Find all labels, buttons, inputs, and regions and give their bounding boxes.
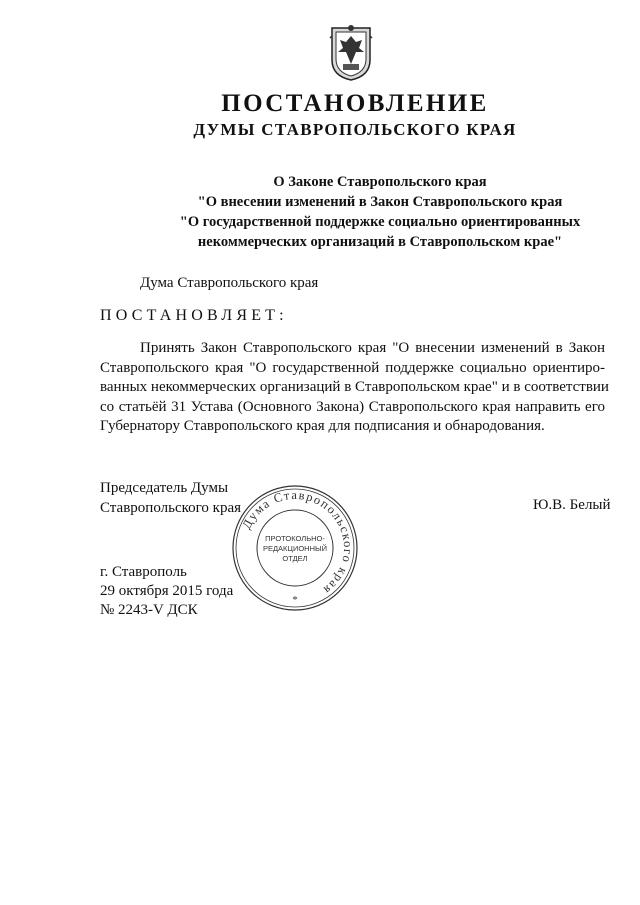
paragraph-line: со статьёй 31 Устава (Основного Закона) Ставропольского края направить его bbox=[100, 398, 605, 415]
signatory-name: Ю.В. Белый bbox=[533, 497, 611, 513]
stamp-ring-text: Дума Ставропольского края bbox=[239, 487, 356, 598]
city: г. Ставрополь bbox=[100, 564, 187, 580]
stamp-center-text: ПРОТОКОЛЬНО- bbox=[265, 534, 325, 543]
paragraph-line: Принять Закон Ставропольского края "О внесении изменений в Закон bbox=[140, 340, 605, 356]
document-title: ПОСТАНОВЛЕНИЕ bbox=[221, 90, 489, 117]
stamp-center-text: ОТДЕЛ bbox=[282, 554, 308, 563]
issuer-line: Дума Ставропольского края bbox=[140, 275, 319, 291]
law-heading-line: "О внесении изменений в Закон Ставропольского края bbox=[197, 194, 563, 210]
signatory-position-line: Ставропольского края bbox=[100, 500, 241, 516]
coat-of-arms-icon bbox=[328, 24, 374, 82]
document-subtitle: ДУМЫ СТАВРОПОЛЬСКОГО КРАЯ bbox=[193, 120, 517, 139]
official-stamp bbox=[230, 483, 360, 613]
place-date-block bbox=[100, 563, 233, 620]
stamp-star: * bbox=[292, 594, 298, 606]
law-heading-line: некоммерческих организаций в Ставропольском крае" bbox=[197, 234, 563, 250]
resolves-heading: ПОСТАНОВЛЯЕТ: bbox=[100, 307, 288, 324]
paragraph-line: ванных некоммерческих организаций в Ставропольском крае" и в соответствии bbox=[100, 379, 609, 395]
stamp-center-text: РЕДАКЦИОННЫЙ bbox=[262, 544, 328, 553]
law-heading-line: "О государственной поддержке социально ориентированных bbox=[179, 214, 581, 230]
law-heading-line: О Законе Ставропольского края bbox=[273, 174, 487, 190]
signatory-position bbox=[100, 478, 241, 518]
law-heading bbox=[100, 172, 620, 252]
paragraph-line: Губернатору Ставропольского края для подписания и обнародования. bbox=[100, 418, 545, 434]
signatory-position-line: Председатель Думы bbox=[100, 480, 229, 496]
paragraph-line: Ставропольского края "О государственной поддержке социально ориентиро- bbox=[100, 359, 605, 376]
resolution-paragraph bbox=[100, 339, 609, 437]
date: 29 октября 2015 года bbox=[100, 583, 234, 599]
document-number: № 2243-V ДСК bbox=[100, 602, 198, 618]
